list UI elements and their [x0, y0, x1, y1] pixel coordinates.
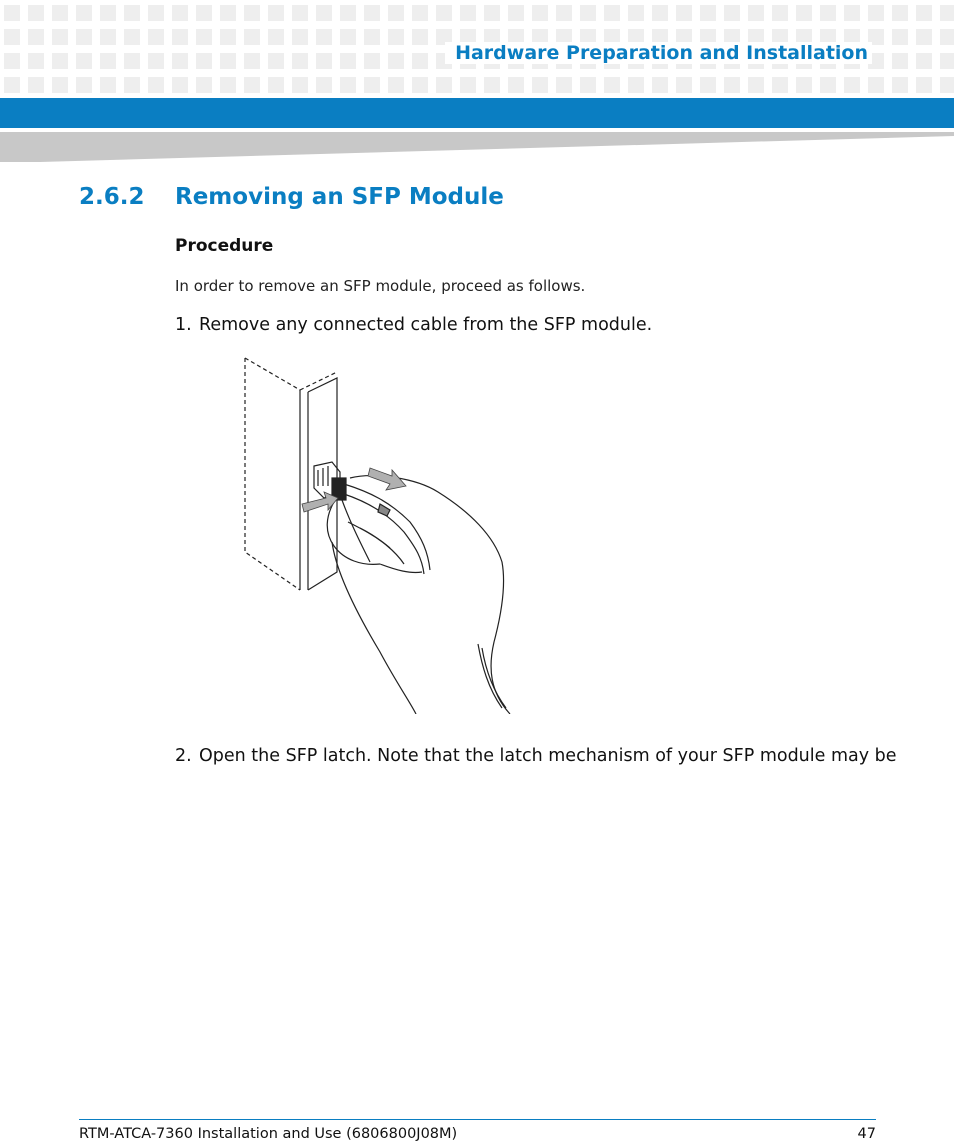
- pattern-square: [388, 77, 404, 93]
- footer-rule: [79, 1119, 876, 1120]
- pattern-square: [124, 5, 140, 21]
- pattern-square: [412, 5, 428, 21]
- pattern-square: [820, 77, 836, 93]
- pattern-square: [412, 53, 428, 69]
- pattern-square: [52, 53, 68, 69]
- pattern-square: [412, 29, 428, 45]
- pattern-square: [940, 29, 954, 45]
- pattern-square: [460, 77, 476, 93]
- pattern-square: [4, 53, 20, 69]
- pattern-square: [604, 5, 620, 21]
- pattern-square: [580, 5, 596, 21]
- pattern-square: [268, 53, 284, 69]
- pattern-square: [220, 77, 236, 93]
- pattern-square: [148, 5, 164, 21]
- pattern-square: [316, 53, 332, 69]
- pattern-square: [28, 29, 44, 45]
- pattern-square: [508, 5, 524, 21]
- pattern-square: [244, 5, 260, 21]
- pattern-square: [124, 53, 140, 69]
- pattern-square: [820, 5, 836, 21]
- pattern-square: [916, 5, 932, 21]
- footer-doc-title: RTM-ATCA-7360 Installation and Use (6806800J08M): [79, 1126, 458, 1142]
- pattern-square: [172, 29, 188, 45]
- step-1: [175, 315, 652, 335]
- pattern-square: [556, 77, 572, 93]
- pattern-square: [292, 53, 308, 69]
- pattern-square: [892, 29, 908, 45]
- pattern-square: [4, 5, 20, 21]
- pattern-square: [604, 77, 620, 93]
- pattern-square: [532, 77, 548, 93]
- pattern-square: [868, 5, 884, 21]
- pattern-square: [100, 29, 116, 45]
- step-number: 1.: [175, 315, 192, 335]
- pattern-square: [28, 77, 44, 93]
- pattern-square: [388, 5, 404, 21]
- pattern-square: [388, 53, 404, 69]
- pattern-square: [100, 77, 116, 93]
- pattern-square: [196, 53, 212, 69]
- pattern-square: [892, 5, 908, 21]
- pattern-square: [796, 5, 812, 21]
- pattern-square: [844, 5, 860, 21]
- pattern-square: [412, 77, 428, 93]
- pattern-square: [436, 5, 452, 21]
- pattern-square: [316, 77, 332, 93]
- pattern-square: [388, 29, 404, 45]
- pattern-square: [52, 77, 68, 93]
- pattern-square: [580, 77, 596, 93]
- pattern-square: [676, 5, 692, 21]
- pattern-square: [436, 77, 452, 93]
- pattern-square: [892, 53, 908, 69]
- pattern-square: [124, 77, 140, 93]
- step-text: Open the SFP latch. Note that the latch mechanism of your SFP module may be: [199, 746, 897, 766]
- pattern-square: [148, 53, 164, 69]
- pattern-square: [172, 5, 188, 21]
- pattern-square: [100, 53, 116, 69]
- pattern-square: [244, 53, 260, 69]
- pattern-square: [4, 77, 20, 93]
- pattern-square: [220, 29, 236, 45]
- header-gray-wedge: [0, 128, 954, 164]
- pattern-square: [772, 77, 788, 93]
- pattern-square: [364, 29, 380, 45]
- pattern-square: [100, 5, 116, 21]
- pattern-square: [364, 5, 380, 21]
- procedure-intro: In order to remove an SFP module, proceed as follows.: [175, 277, 586, 295]
- pattern-square: [76, 29, 92, 45]
- pattern-square: [220, 53, 236, 69]
- pattern-square: [28, 5, 44, 21]
- pattern-square: [940, 53, 954, 69]
- pattern-square: [340, 77, 356, 93]
- pattern-square: [484, 77, 500, 93]
- pattern-square: [652, 5, 668, 21]
- pattern-square: [52, 5, 68, 21]
- pattern-square: [172, 77, 188, 93]
- section-number: 2.6.2: [79, 184, 145, 210]
- pattern-square: [292, 77, 308, 93]
- pattern-square: [700, 5, 716, 21]
- pattern-square: [364, 53, 380, 69]
- pattern-square: [172, 53, 188, 69]
- pattern-square: [76, 53, 92, 69]
- section-heading: [79, 184, 504, 210]
- pattern-square: [892, 77, 908, 93]
- pattern-square: [484, 5, 500, 21]
- pattern-square: [460, 5, 476, 21]
- pattern-square: [76, 5, 92, 21]
- pattern-square: [244, 29, 260, 45]
- pattern-square: [244, 77, 260, 93]
- page-number: 47: [857, 1126, 876, 1142]
- pattern-square: [196, 5, 212, 21]
- pattern-square: [628, 77, 644, 93]
- pattern-square: [508, 77, 524, 93]
- pattern-square: [268, 77, 284, 93]
- pattern-square: [292, 5, 308, 21]
- pattern-square: [772, 5, 788, 21]
- step-text: Remove any connected cable from the SFP module.: [199, 315, 653, 335]
- step-number: 2.: [175, 746, 192, 766]
- pattern-square: [940, 5, 954, 21]
- pattern-square: [916, 77, 932, 93]
- pattern-square: [700, 77, 716, 93]
- pattern-square: [748, 5, 764, 21]
- pattern-square: [340, 53, 356, 69]
- pattern-square: [364, 77, 380, 93]
- pattern-square: [868, 77, 884, 93]
- header-blue-bar: [0, 98, 954, 128]
- pattern-square: [196, 29, 212, 45]
- pattern-square: [796, 77, 812, 93]
- pattern-square: [676, 77, 692, 93]
- pattern-square: [916, 53, 932, 69]
- pattern-square: [340, 5, 356, 21]
- section-title: Removing an SFP Module: [175, 184, 504, 210]
- pattern-square: [316, 5, 332, 21]
- hand-removing-cable-illustration: [240, 352, 520, 714]
- pattern-square: [148, 29, 164, 45]
- pattern-square: [28, 53, 44, 69]
- pattern-square: [148, 77, 164, 93]
- pattern-square: [916, 29, 932, 45]
- procedure-label: Procedure: [175, 236, 274, 256]
- pattern-square: [724, 5, 740, 21]
- pattern-square: [220, 5, 236, 21]
- pattern-square: [724, 77, 740, 93]
- step-2: [175, 746, 897, 766]
- pattern-square: [196, 77, 212, 93]
- pattern-square: [268, 29, 284, 45]
- pattern-square: [556, 5, 572, 21]
- running-header-title: Hardware Preparation and Installation: [445, 42, 872, 64]
- pattern-square: [652, 77, 668, 93]
- pattern-square: [340, 29, 356, 45]
- pattern-square: [76, 77, 92, 93]
- pattern-square: [52, 29, 68, 45]
- pattern-square: [124, 29, 140, 45]
- pattern-square: [532, 5, 548, 21]
- pattern-square: [628, 5, 644, 21]
- pattern-square: [940, 77, 954, 93]
- pattern-square: [4, 29, 20, 45]
- pattern-square: [316, 29, 332, 45]
- pattern-square: [268, 5, 284, 21]
- pattern-square: [292, 29, 308, 45]
- pattern-square: [844, 77, 860, 93]
- pattern-square: [748, 77, 764, 93]
